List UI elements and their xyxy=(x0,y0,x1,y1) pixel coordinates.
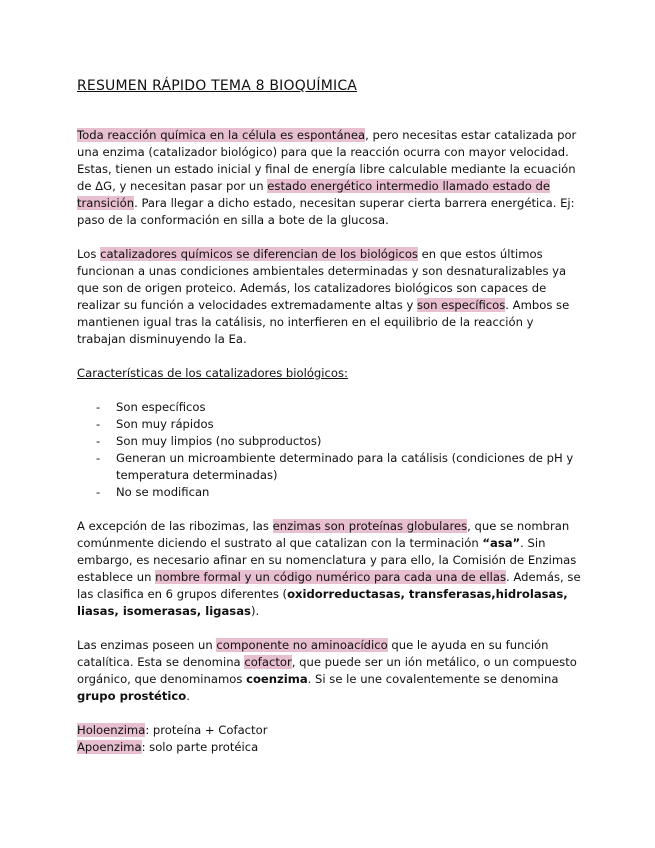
paragraph-spacer xyxy=(77,229,582,246)
text-run: Las enzimas poseen un xyxy=(77,638,217,652)
paragraph-spacer xyxy=(77,382,582,399)
highlight: son específicos xyxy=(417,298,506,312)
bold-text: “asa” xyxy=(482,536,521,550)
text-run: : proteína + Cofactor xyxy=(145,723,268,737)
highlight: Holoenzima xyxy=(77,723,146,737)
text-run: A excepción de las ribozimas, las xyxy=(77,519,273,533)
bold-text: grupo prostético xyxy=(77,689,187,703)
definition-apoenzyme xyxy=(77,739,582,756)
highlight: estado energético intermedio llamado estado de transición xyxy=(77,179,550,210)
bold-text: coenzima xyxy=(246,672,308,686)
page-title: RESUMEN RÁPIDO TEMA 8 BIOQUÍMICA xyxy=(77,78,358,94)
paragraph-spacer xyxy=(77,348,582,365)
text-run: : solo parte protéica xyxy=(141,740,259,754)
text-run: . Además, se las clasifica en 6 grupos diferentes ( xyxy=(77,570,581,601)
text-run: , que se nombran comúnmente diciendo el sustrato al que catalizan con la terminación xyxy=(77,519,570,550)
highlight: catalizadores químicos se diferencian de los biológicos xyxy=(100,247,418,261)
list-item: - Son específicos xyxy=(77,399,582,416)
features-heading: Características de los catalizadores biológicos: xyxy=(77,366,348,380)
list-item: - Generan un microambiente determinado para la catálisis (condiciones de pH y temperatura determinadas) xyxy=(77,450,582,484)
definition-holoenzyme xyxy=(77,722,582,739)
text-run: , que puede ser un ión metálico, o un compuesto orgánico, que denominamos xyxy=(77,655,577,686)
features-list xyxy=(77,399,582,501)
paragraph-spacer xyxy=(77,705,582,722)
text-run: . Si se le une covalentemente se denomina xyxy=(307,672,559,686)
text-run: Los xyxy=(77,247,101,261)
paragraph-spacer xyxy=(77,620,582,637)
highlight: enzimas son proteínas globulares xyxy=(272,519,468,533)
text-run: ). xyxy=(250,604,260,618)
text-run: , pero necesitas estar catalizada por una enzima (catalizador biológico) para que la reacción ocurra con mayor velocidad. Estas, tienen un estado inicial y final de energía libre calculable mediante la ecuación de ΔG, y necesitan pasar por un xyxy=(77,128,577,193)
document-body xyxy=(77,127,582,756)
paragraph-enzymes xyxy=(77,518,582,620)
text-run: . Ambos se mantienen igual tras la catálisis, no interfieren en el equilibrio de la reacción y trabajan disminuyendo la Ea. xyxy=(77,298,570,346)
text-run: que le ayuda en su función catalítica. Esta se denomina xyxy=(77,638,549,669)
highlight: Toda reacción química en la célula es espontánea xyxy=(77,128,366,142)
text-run: en que estos últimos funcionan a unas condiciones ambientales determinadas y son desnaturalizables ya que son de origen proteico. Además, los catalizadores biológicos son capaces de realizar su función a velocidades extremadamente altas y xyxy=(77,247,567,312)
text-run: . Para llegar a dicho estado, necesitan superar cierta barrera energética. Ej: paso de la conformación en silla a bote de la glucosa. xyxy=(77,196,575,227)
list-item: - Son muy rápidos xyxy=(77,416,582,433)
paragraph-cofactor xyxy=(77,637,582,705)
bold-text: oxidorreductasas, transferasas,hidrolasas, liasas, isomerasas, ligasas xyxy=(77,587,568,618)
list-item: - No se modifican xyxy=(77,484,582,501)
highlight: componente no aminoacídico xyxy=(216,638,388,652)
text-run: . Sin embargo, es necesario afinar en su nomenclatura y para ello, la Comisión de Enzimas establece un xyxy=(77,536,577,584)
paragraph-catalyst-types xyxy=(77,246,582,348)
paragraph-spacer xyxy=(77,501,582,518)
text-run: . xyxy=(186,689,190,703)
highlight: Apoenzima xyxy=(77,740,142,754)
highlight: cofactor xyxy=(244,655,292,669)
highlight: nombre formal y un código numérico para cada una de ellas xyxy=(155,570,506,584)
paragraph-catalysis-intro xyxy=(77,127,582,229)
list-item: - Son muy limpios (no subproductos) xyxy=(77,433,582,450)
